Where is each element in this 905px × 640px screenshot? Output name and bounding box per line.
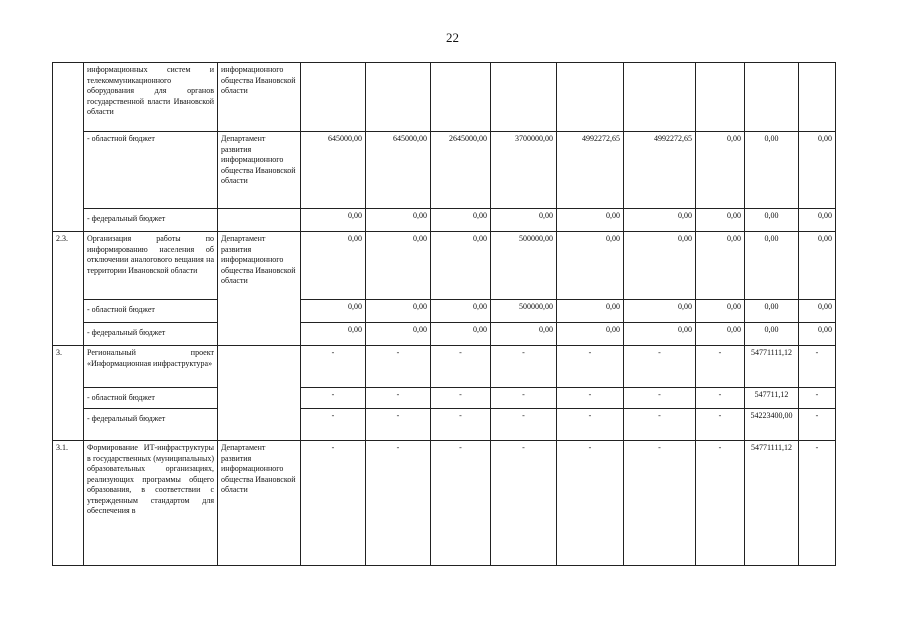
- table-cell: 0,00: [301, 300, 366, 323]
- row-index: 3.: [53, 346, 84, 441]
- table-cell: [557, 63, 624, 132]
- table-cell: 0,00: [745, 323, 799, 346]
- table-cell: 547711,12: [745, 388, 799, 409]
- row-index: [53, 63, 84, 232]
- table-cell: -: [366, 388, 431, 409]
- table-cell: 54771111,12: [745, 441, 799, 566]
- table-cell: 0,00: [696, 300, 745, 323]
- table-cell: -: [624, 409, 696, 441]
- table-cell: -: [491, 346, 557, 388]
- table-cell: -: [696, 441, 745, 566]
- table-cell: -: [431, 409, 491, 441]
- table-cell: -: [301, 409, 366, 441]
- row-executor: [218, 209, 301, 232]
- row-index: 3.1.: [53, 441, 84, 566]
- table-cell: 0,00: [491, 323, 557, 346]
- table-row: [53, 323, 836, 346]
- table-cell: 0,00: [696, 323, 745, 346]
- table-cell: 0,00: [624, 323, 696, 346]
- table-cell: 0,00: [696, 232, 745, 300]
- table-cell: [745, 63, 799, 132]
- row-description: Региональный проект «Информационная инфраструктура»: [84, 346, 218, 388]
- table-cell: -: [799, 409, 836, 441]
- table-row: [53, 132, 836, 209]
- table-row: [53, 409, 836, 441]
- row-executor: Департамент развития информационного общества Ивановской области: [218, 441, 301, 566]
- table-cell: -: [557, 346, 624, 388]
- table-cell: 0,00: [799, 209, 836, 232]
- row-description: - федеральный бюджет: [84, 323, 218, 346]
- table-cell: 500000,00: [491, 232, 557, 300]
- table-cell: -: [696, 388, 745, 409]
- table-row: [53, 300, 836, 323]
- table-cell: 0,00: [366, 232, 431, 300]
- table-cell: 0,00: [431, 209, 491, 232]
- table-cell: -: [491, 388, 557, 409]
- table-cell: 0,00: [557, 323, 624, 346]
- table-cell: [624, 63, 696, 132]
- table-row: [53, 441, 836, 566]
- table-cell: 4992272,65: [557, 132, 624, 209]
- table-cell: 0,00: [366, 323, 431, 346]
- table-cell: [799, 63, 836, 132]
- table-cell: -: [431, 441, 491, 566]
- table-cell: -: [431, 346, 491, 388]
- table-cell: -: [301, 441, 366, 566]
- table-cell: 3700000,00: [491, 132, 557, 209]
- table-cell: -: [431, 388, 491, 409]
- table-cell: 0,00: [799, 300, 836, 323]
- table-cell: 0,00: [624, 209, 696, 232]
- table-cell: -: [799, 441, 836, 566]
- table-cell: -: [624, 388, 696, 409]
- table-cell: 0,00: [491, 209, 557, 232]
- table-cell: 0,00: [557, 209, 624, 232]
- table-cell: 645000,00: [301, 132, 366, 209]
- table-cell: -: [301, 346, 366, 388]
- row-executor: Департамент развития информационного общества Ивановской области: [218, 132, 301, 209]
- table-cell: 0,00: [696, 209, 745, 232]
- table-cell: [301, 63, 366, 132]
- row-description: Организация работы по информированию населения об отключении аналогового вещания на территории Ивановской области: [84, 232, 218, 300]
- table-cell: [366, 63, 431, 132]
- table-cell: 0,00: [799, 232, 836, 300]
- table-cell: 0,00: [745, 132, 799, 209]
- row-description: - областной бюджет: [84, 388, 218, 409]
- table-cell: 4992272,65: [624, 132, 696, 209]
- table-cell: 54771111,12: [745, 346, 799, 388]
- table-cell: -: [491, 441, 557, 566]
- table-cell: -: [624, 441, 696, 566]
- table-cell: 0,00: [366, 209, 431, 232]
- row-description: Формирование ИТ-инфраструктуры в государственных (муниципальных) образовательных организациях, реализующих программы общего образования, в соответствии с утвержденным стандартом для обеспечения в: [84, 441, 218, 566]
- table-cell: -: [301, 388, 366, 409]
- row-executor: Департамент развития информационного общества Ивановской области: [218, 232, 301, 346]
- table-cell: -: [366, 409, 431, 441]
- row-description: - федеральный бюджет: [84, 209, 218, 232]
- row-executor: информационного общества Ивановской области: [218, 63, 301, 132]
- table-cell: 0,00: [799, 132, 836, 209]
- table-cell: -: [557, 409, 624, 441]
- row-index: 2.3.: [53, 232, 84, 346]
- table-cell: 0,00: [624, 232, 696, 300]
- page-number: 22: [446, 30, 459, 45]
- table-cell: 0,00: [745, 209, 799, 232]
- table-cell: 0,00: [431, 232, 491, 300]
- table-cell: 0,00: [301, 323, 366, 346]
- table-cell: 500000,00: [491, 300, 557, 323]
- table-cell: -: [696, 346, 745, 388]
- table-row: [53, 63, 836, 132]
- table-cell: -: [557, 388, 624, 409]
- table-cell: 0,00: [745, 300, 799, 323]
- table-cell: [431, 63, 491, 132]
- table-cell: -: [491, 409, 557, 441]
- table-row: [53, 346, 836, 388]
- table-cell: -: [624, 346, 696, 388]
- table-cell: 0,00: [745, 232, 799, 300]
- row-description: - областной бюджет: [84, 300, 218, 323]
- budget-table: [52, 62, 836, 566]
- table-cell: 0,00: [431, 323, 491, 346]
- row-description: информационных систем и телекоммуникационного оборудования для органов государственной власти Ивановской области: [84, 63, 218, 132]
- table-cell: [491, 63, 557, 132]
- table-cell: -: [799, 346, 836, 388]
- table-row: [53, 209, 836, 232]
- table-cell: 0,00: [624, 300, 696, 323]
- table-cell: -: [366, 441, 431, 566]
- table-cell: 0,00: [557, 232, 624, 300]
- row-executor: [218, 346, 301, 441]
- table-row: [53, 388, 836, 409]
- table-cell: -: [696, 409, 745, 441]
- table-cell: [696, 63, 745, 132]
- table-cell: 0,00: [696, 132, 745, 209]
- row-description: - областной бюджет: [84, 132, 218, 209]
- table-cell: 0,00: [301, 209, 366, 232]
- table-cell: 0,00: [366, 300, 431, 323]
- table-cell: 54223400,00: [745, 409, 799, 441]
- table-row: [53, 232, 836, 300]
- table-cell: -: [557, 441, 624, 566]
- table-cell: -: [366, 346, 431, 388]
- table-cell: 2645000,00: [431, 132, 491, 209]
- table-cell: 645000,00: [366, 132, 431, 209]
- row-description: - федеральный бюджет: [84, 409, 218, 441]
- table-cell: 0,00: [431, 300, 491, 323]
- table-cell: 0,00: [301, 232, 366, 300]
- table-cell: -: [799, 388, 836, 409]
- table-cell: 0,00: [557, 300, 624, 323]
- table-cell: 0,00: [799, 323, 836, 346]
